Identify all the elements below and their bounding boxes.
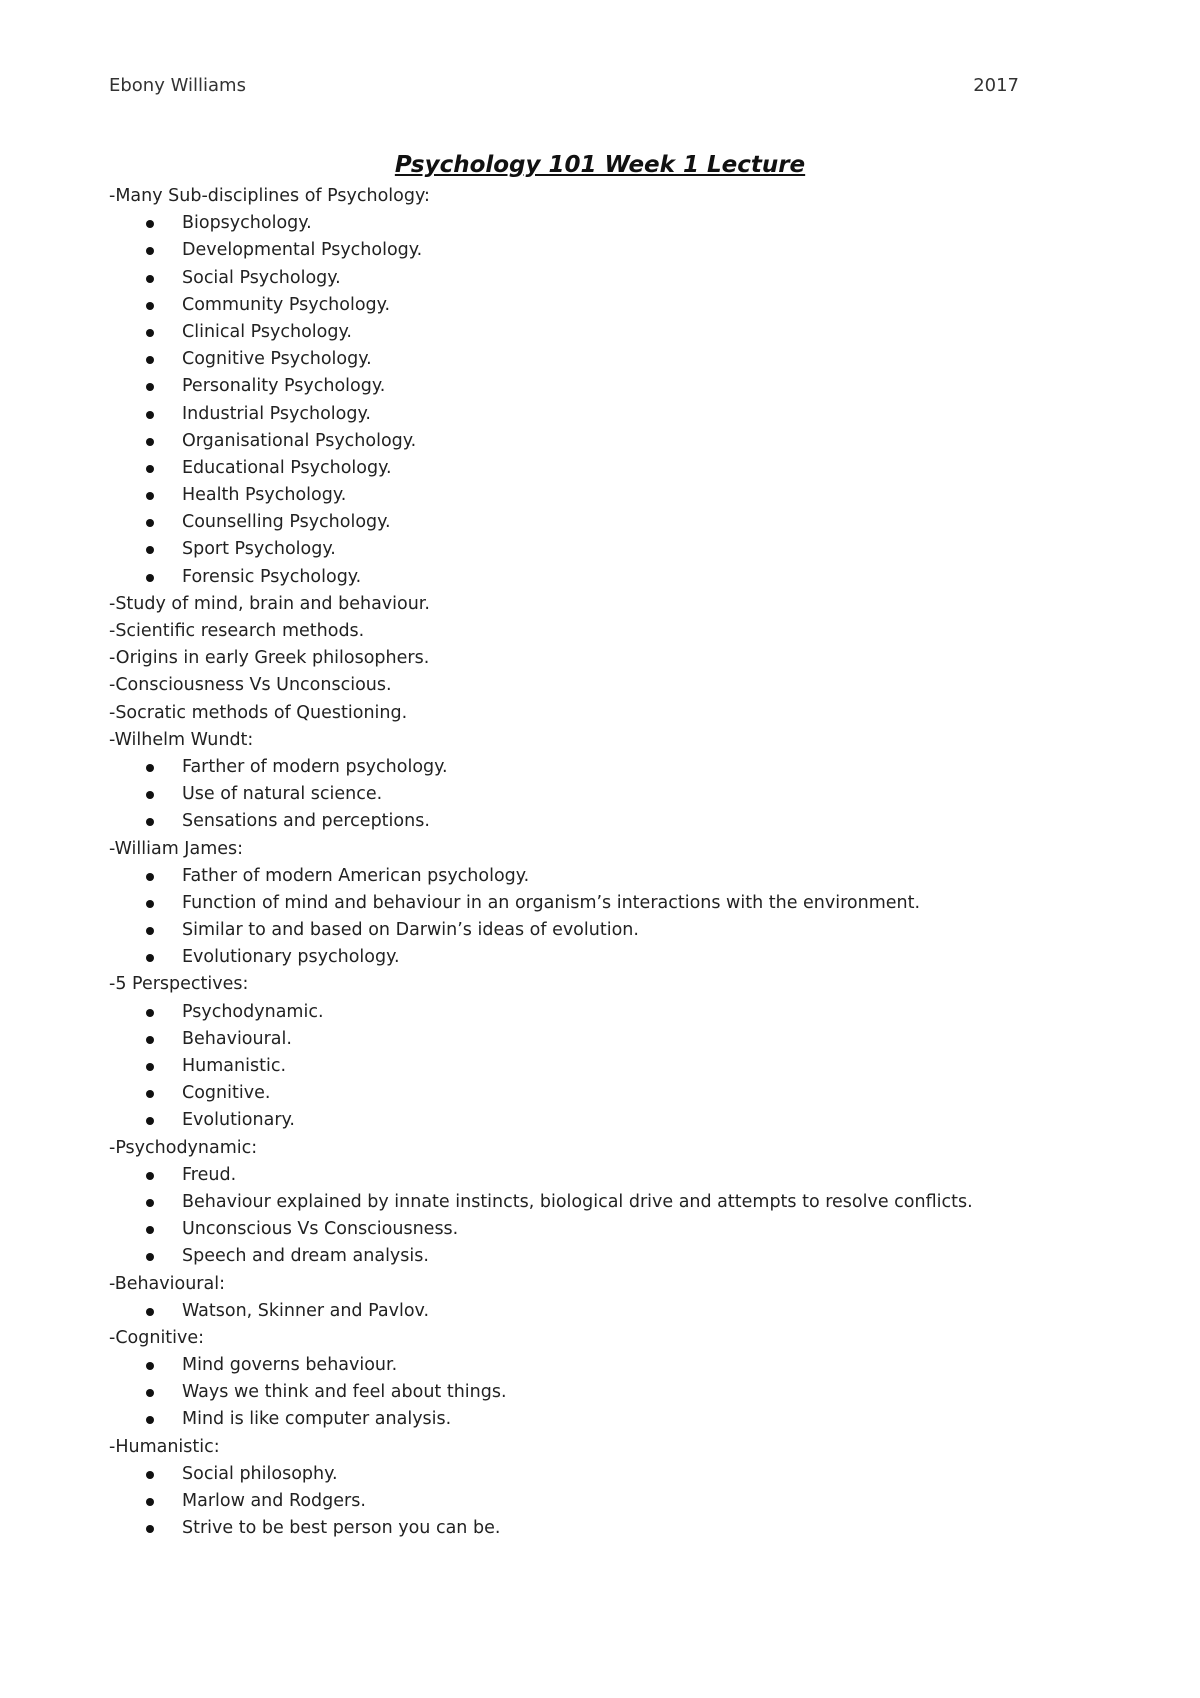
bullet-list-item <box>109 1515 1109 1542</box>
bullet-list-item <box>109 1379 1109 1406</box>
line-text: Social philosophy. <box>182 1463 338 1484</box>
line-text: Marlow and Rodgers. <box>182 1491 366 1511</box>
bullet-icon <box>146 1308 154 1316</box>
bullet-icon <box>146 1199 154 1207</box>
bullet-icon <box>146 1362 154 1370</box>
bullet-icon <box>146 873 154 881</box>
line-text: Community Psychology. <box>182 294 391 315</box>
line-text: -Psychodynamic: <box>109 1137 258 1158</box>
line-text: -Socratic methods of Questioning. <box>109 702 408 723</box>
bullet-list-item <box>109 373 1109 400</box>
section-heading <box>109 1434 1109 1461</box>
line-text: -5 Perspectives: <box>109 974 249 995</box>
bullet-list-item <box>109 346 1109 373</box>
bullet-icon <box>146 1009 154 1017</box>
line-text: Social Psychology. <box>182 267 341 288</box>
page-header <box>109 74 1019 98</box>
bullet-list-item <box>109 1352 1109 1379</box>
line-text: Function of mind and behaviour in an organism’s interactions with the environment. <box>182 892 921 913</box>
bullet-list-item <box>109 401 1109 428</box>
document-title: Psychology 101 Week 1 Lecture <box>394 152 806 178</box>
bullet-icon <box>146 438 154 446</box>
line-text: Psychodynamic. <box>182 1001 324 1022</box>
line-text: Educational Psychology. <box>182 457 392 478</box>
line-text: Behaviour explained by innate instincts, biological drive and attempts to resolve conflicts. <box>182 1191 973 1212</box>
section-heading <box>109 836 1109 863</box>
bullet-list-item <box>109 564 1109 591</box>
bullet-icon <box>146 1416 154 1424</box>
bullet-icon <box>146 519 154 527</box>
line-text: Personality Psychology. <box>182 376 386 397</box>
bullet-icon <box>146 1525 154 1533</box>
bullet-icon <box>146 1471 154 1479</box>
header-year: 2017 <box>973 75 1019 96</box>
bullet-icon <box>146 302 154 310</box>
line-text: -Origins in early Greek philosophers. <box>109 648 430 669</box>
bullet-icon <box>146 1226 154 1234</box>
bullet-icon <box>146 764 154 772</box>
bullet-icon <box>146 329 154 337</box>
bullet-icon <box>146 1090 154 1098</box>
section-heading <box>109 1271 1109 1298</box>
line-text: Strive to be best person you can be. <box>182 1518 501 1539</box>
bullet-list-item <box>109 536 1109 563</box>
section-heading <box>109 1325 1109 1352</box>
line-text: Developmental Psychology. <box>182 240 423 261</box>
line-text: Counselling Psychology. <box>182 512 391 533</box>
bullet-icon <box>146 1117 154 1125</box>
line-text: Clinical Psychology. <box>182 321 352 342</box>
line-text: Forensic Psychology. <box>182 566 362 587</box>
bullet-list-item <box>109 999 1109 1026</box>
section-heading <box>109 700 1109 727</box>
bullet-icon <box>146 900 154 908</box>
bullet-icon <box>146 546 154 554</box>
line-text: Behavioural. <box>182 1028 292 1049</box>
bullet-icon <box>146 791 154 799</box>
bullet-icon <box>146 275 154 283</box>
line-text: Organisational Psychology. <box>182 430 417 451</box>
bullet-list-item <box>109 890 1109 917</box>
line-text: Evolutionary. <box>182 1110 295 1131</box>
line-text: Sport Psychology. <box>182 539 336 560</box>
bullet-list-item <box>109 1189 1109 1216</box>
line-text: Evolutionary psychology. <box>182 947 400 968</box>
section-heading <box>109 618 1109 645</box>
bullet-list-item <box>109 1053 1109 1080</box>
line-text: Health Psychology. <box>182 485 347 506</box>
bullet-list-item <box>109 808 1109 835</box>
line-text: Farther of modern psychology. <box>182 756 448 777</box>
bullet-list-item <box>109 917 1109 944</box>
bullet-list-item <box>109 292 1109 319</box>
line-text: Watson, Skinner and Pavlov. <box>182 1300 430 1321</box>
notes-body <box>109 183 1109 1542</box>
line-text: -Cognitive: <box>109 1327 205 1348</box>
line-text: -Wilhelm Wundt: <box>109 729 254 750</box>
line-text: Speech and dream analysis. <box>182 1246 429 1267</box>
line-text: -Behavioural: <box>109 1273 225 1294</box>
author-name: Ebony Williams <box>109 75 246 96</box>
line-text: Sensations and perceptions. <box>182 811 430 832</box>
line-text: Unconscious Vs Consciousness. <box>182 1219 459 1240</box>
bullet-list-item <box>109 428 1109 455</box>
line-text: -Consciousness Vs Unconscious. <box>109 675 392 696</box>
bullet-icon <box>146 1498 154 1506</box>
bullet-list-item <box>109 863 1109 890</box>
bullet-list-item <box>109 482 1109 509</box>
bullet-list-item <box>109 1461 1109 1488</box>
bullet-list-item <box>109 1107 1109 1134</box>
bullet-icon <box>146 954 154 962</box>
section-heading <box>109 1135 1109 1162</box>
bullet-list-item <box>109 754 1109 781</box>
bullet-icon <box>146 465 154 473</box>
bullet-icon <box>146 1389 154 1397</box>
line-text: Mind governs behaviour. <box>182 1355 398 1376</box>
bullet-list-item <box>109 781 1109 808</box>
line-text: -Study of mind, brain and behaviour. <box>109 593 430 614</box>
bullet-list-item <box>109 1026 1109 1053</box>
bullet-list-item <box>109 319 1109 346</box>
bullet-list-item <box>109 1080 1109 1107</box>
section-heading <box>109 645 1109 672</box>
line-text: Humanistic. <box>182 1056 287 1076</box>
bullet-list-item <box>109 210 1109 237</box>
bullet-icon <box>146 574 154 582</box>
bullet-icon <box>146 492 154 500</box>
bullet-list-item <box>109 1298 1109 1325</box>
bullet-list-item <box>109 455 1109 482</box>
bullet-icon <box>146 1036 154 1044</box>
bullet-list-item <box>109 1243 1109 1270</box>
bullet-icon <box>146 356 154 364</box>
bullet-icon <box>146 927 154 935</box>
bullet-icon <box>146 411 154 419</box>
bullet-icon <box>146 247 154 255</box>
section-heading <box>109 672 1109 699</box>
line-text: Freud. <box>182 1164 237 1185</box>
line-text: Ways we think and feel about things. <box>182 1382 507 1403</box>
bullet-icon <box>146 1063 154 1071</box>
bullet-list-item <box>109 237 1109 264</box>
line-text: Industrial Psychology. <box>182 403 371 424</box>
bullet-icon <box>146 220 154 228</box>
bullet-icon <box>146 1172 154 1180</box>
bullet-list-item <box>109 265 1109 292</box>
section-heading <box>109 591 1109 618</box>
bullet-icon <box>146 383 154 391</box>
line-text: Similar to and based on Darwin’s ideas of evolution. <box>182 920 639 941</box>
line-text: -Scientific research methods. <box>109 621 365 641</box>
section-heading <box>109 971 1109 998</box>
line-text: Use of natural science. <box>182 784 383 805</box>
bullet-list-item <box>109 1488 1109 1515</box>
line-text: Cognitive. <box>182 1083 271 1104</box>
line-text: Father of modern American psychology. <box>182 865 530 886</box>
bullet-list-item <box>109 1406 1109 1433</box>
line-text: Cognitive Psychology. <box>182 349 372 370</box>
bullet-list-item <box>109 944 1109 971</box>
bullet-list-item <box>109 1162 1109 1189</box>
line-text: -Many Sub-disciplines of Psychology: <box>109 186 430 206</box>
bullet-icon <box>146 818 154 826</box>
line-text: Biopsychology. <box>182 213 312 234</box>
section-heading <box>109 183 1109 210</box>
section-heading <box>109 727 1109 754</box>
line-text: -Humanistic: <box>109 1436 220 1457</box>
bullet-list-item <box>109 1216 1109 1243</box>
bullet-list-item <box>109 509 1109 536</box>
line-text: -William James: <box>109 838 244 859</box>
line-text: Mind is like computer analysis. <box>182 1409 452 1430</box>
bullet-icon <box>146 1253 154 1261</box>
